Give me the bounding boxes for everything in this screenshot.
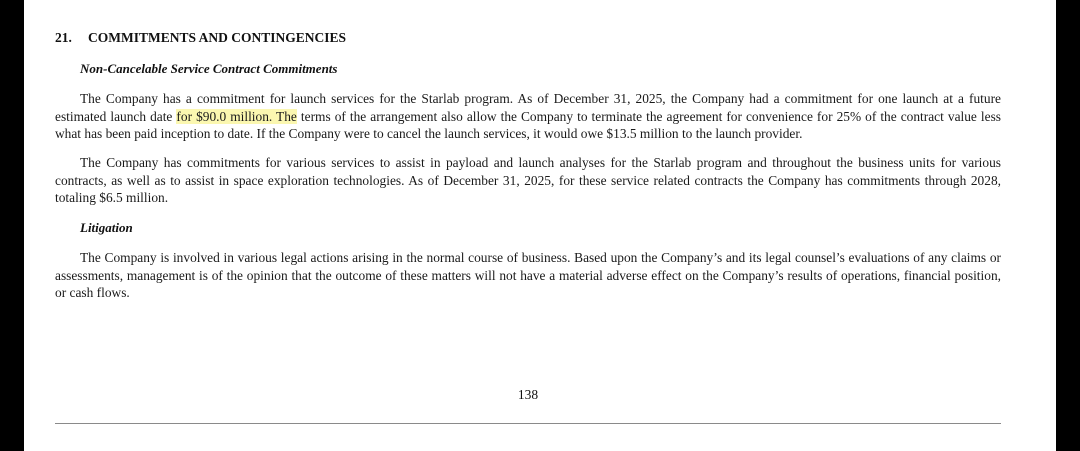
footer-divider	[55, 423, 1001, 424]
paragraph-text: The Company has a commitment for launch services for the Starlab program. As of December 31, 2025, the Company had a commitment for one launch at a future estimated launch date	[55, 91, 1001, 124]
section-title: COMMITMENTS AND CONTINGENCIES	[88, 30, 347, 45]
paragraph-litigation: The Company is involved in various legal actions arising in the normal course of business. Based upon the Company’s and its legal counsel’s evaluations of any claims or assessments, management is of the opinion that the outcome of these matters will not have a material adverse effect on the Company’s results of operations, financial position, or cash flows.	[55, 250, 1001, 300]
document-page	[24, 0, 1056, 451]
paragraph-service-commitments: The Company has commitments for various services to assist in payload and launch analyses for the Starlab program and throughout the business units for various contracts, as well as to assist in space exploration technologies. As of December 31, 2025, for these service related contracts the Company has commitments through 2028, totaling $6.5 million.	[55, 155, 1001, 205]
subheading-litigation: Litigation	[80, 220, 133, 235]
paragraph-launch-commitment	[55, 90, 1001, 143]
paragraph-text: terms of the arrangement also allow the Company to terminate the agreement for convenience for 25% of the contract value less what has been paid inception to date. If the Company were to cancel the launch services, it would owe $13.5 million to the launch provider.	[55, 108, 1001, 141]
page-number: 138	[517, 387, 539, 402]
cropped-previous-table-row	[724, 0, 1004, 3]
section-number: 21.	[55, 30, 72, 45]
subheading-service-contracts: Non-Cancelable Service Contract Commitments	[80, 61, 338, 76]
section-heading	[55, 30, 346, 46]
highlighted-text: for $90.0 million. The	[176, 108, 297, 124]
